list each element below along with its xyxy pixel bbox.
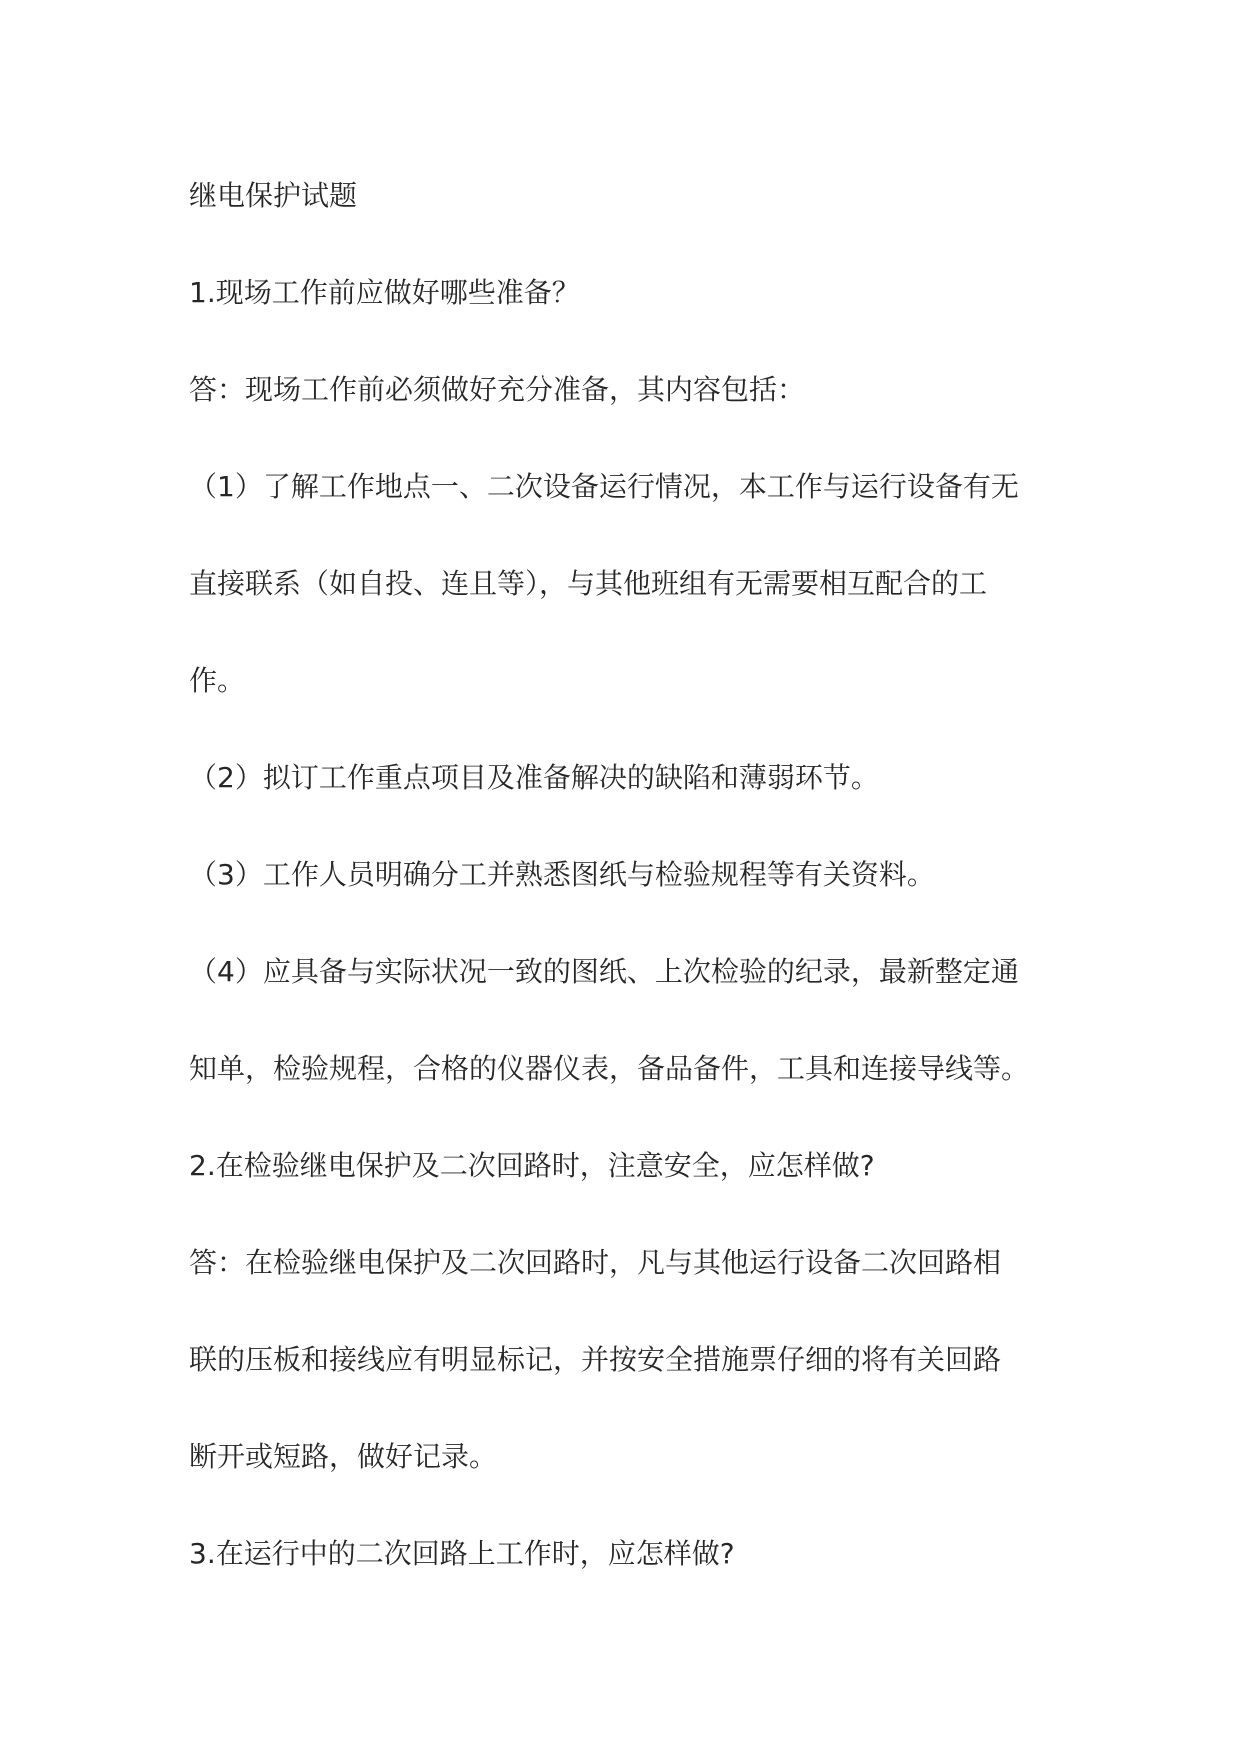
answer-2-line-2: 联的压板和接线应有明显标记，并按安全措施票仔细的将有关回路 xyxy=(189,1343,1002,1376)
answer-1-item-2: （2）拟订工作重点项目及准备解决的缺陷和薄弱环节。 xyxy=(189,761,879,794)
answer-2-line-1: 答：在检验继电保护及二次回路时，凡与其他运行设备二次回路相 xyxy=(189,1246,1002,1279)
question-3: 3.在运行中的二次回路上工作时，应怎样做? xyxy=(189,1537,735,1570)
question-2: 2.在检验继电保护及二次回路时，注意安全，应怎样做? xyxy=(189,1149,875,1182)
question-1: 1.现场工作前应做好哪些准备？ xyxy=(189,276,580,309)
answer-1-item-1-line-1: （1）了解工作地点一、二次设备运行情况，本工作与运行设备有无 xyxy=(189,470,1019,503)
document-body xyxy=(189,176,1069,1574)
answer-2-line-3: 断开或短路，做好记录。 xyxy=(189,1440,498,1473)
answer-1-item-3: （3）工作人员明确分工并熟悉图纸与检验规程等有关资料。 xyxy=(189,858,935,891)
answer-1-item-1-line-2: 直接联系（如自投、连且等），与其他班组有无需要相互配合的工 xyxy=(189,567,988,600)
answer-1-intro: 答：现场工作前必须做好充分准备，其内容包括： xyxy=(189,373,806,406)
answer-1-item-1-line-3: 作。 xyxy=(189,664,246,697)
answer-1-item-4-line-1: （4）应具备与实际状况一致的图纸、上次检验的纪录，最新整定通 xyxy=(189,955,1019,988)
document-title: 继电保护试题 xyxy=(189,179,358,212)
answer-1-item-4-line-2: 知单，检验规程，合格的仪器仪表，备品备件，工具和连接导线等。 xyxy=(189,1052,1030,1085)
